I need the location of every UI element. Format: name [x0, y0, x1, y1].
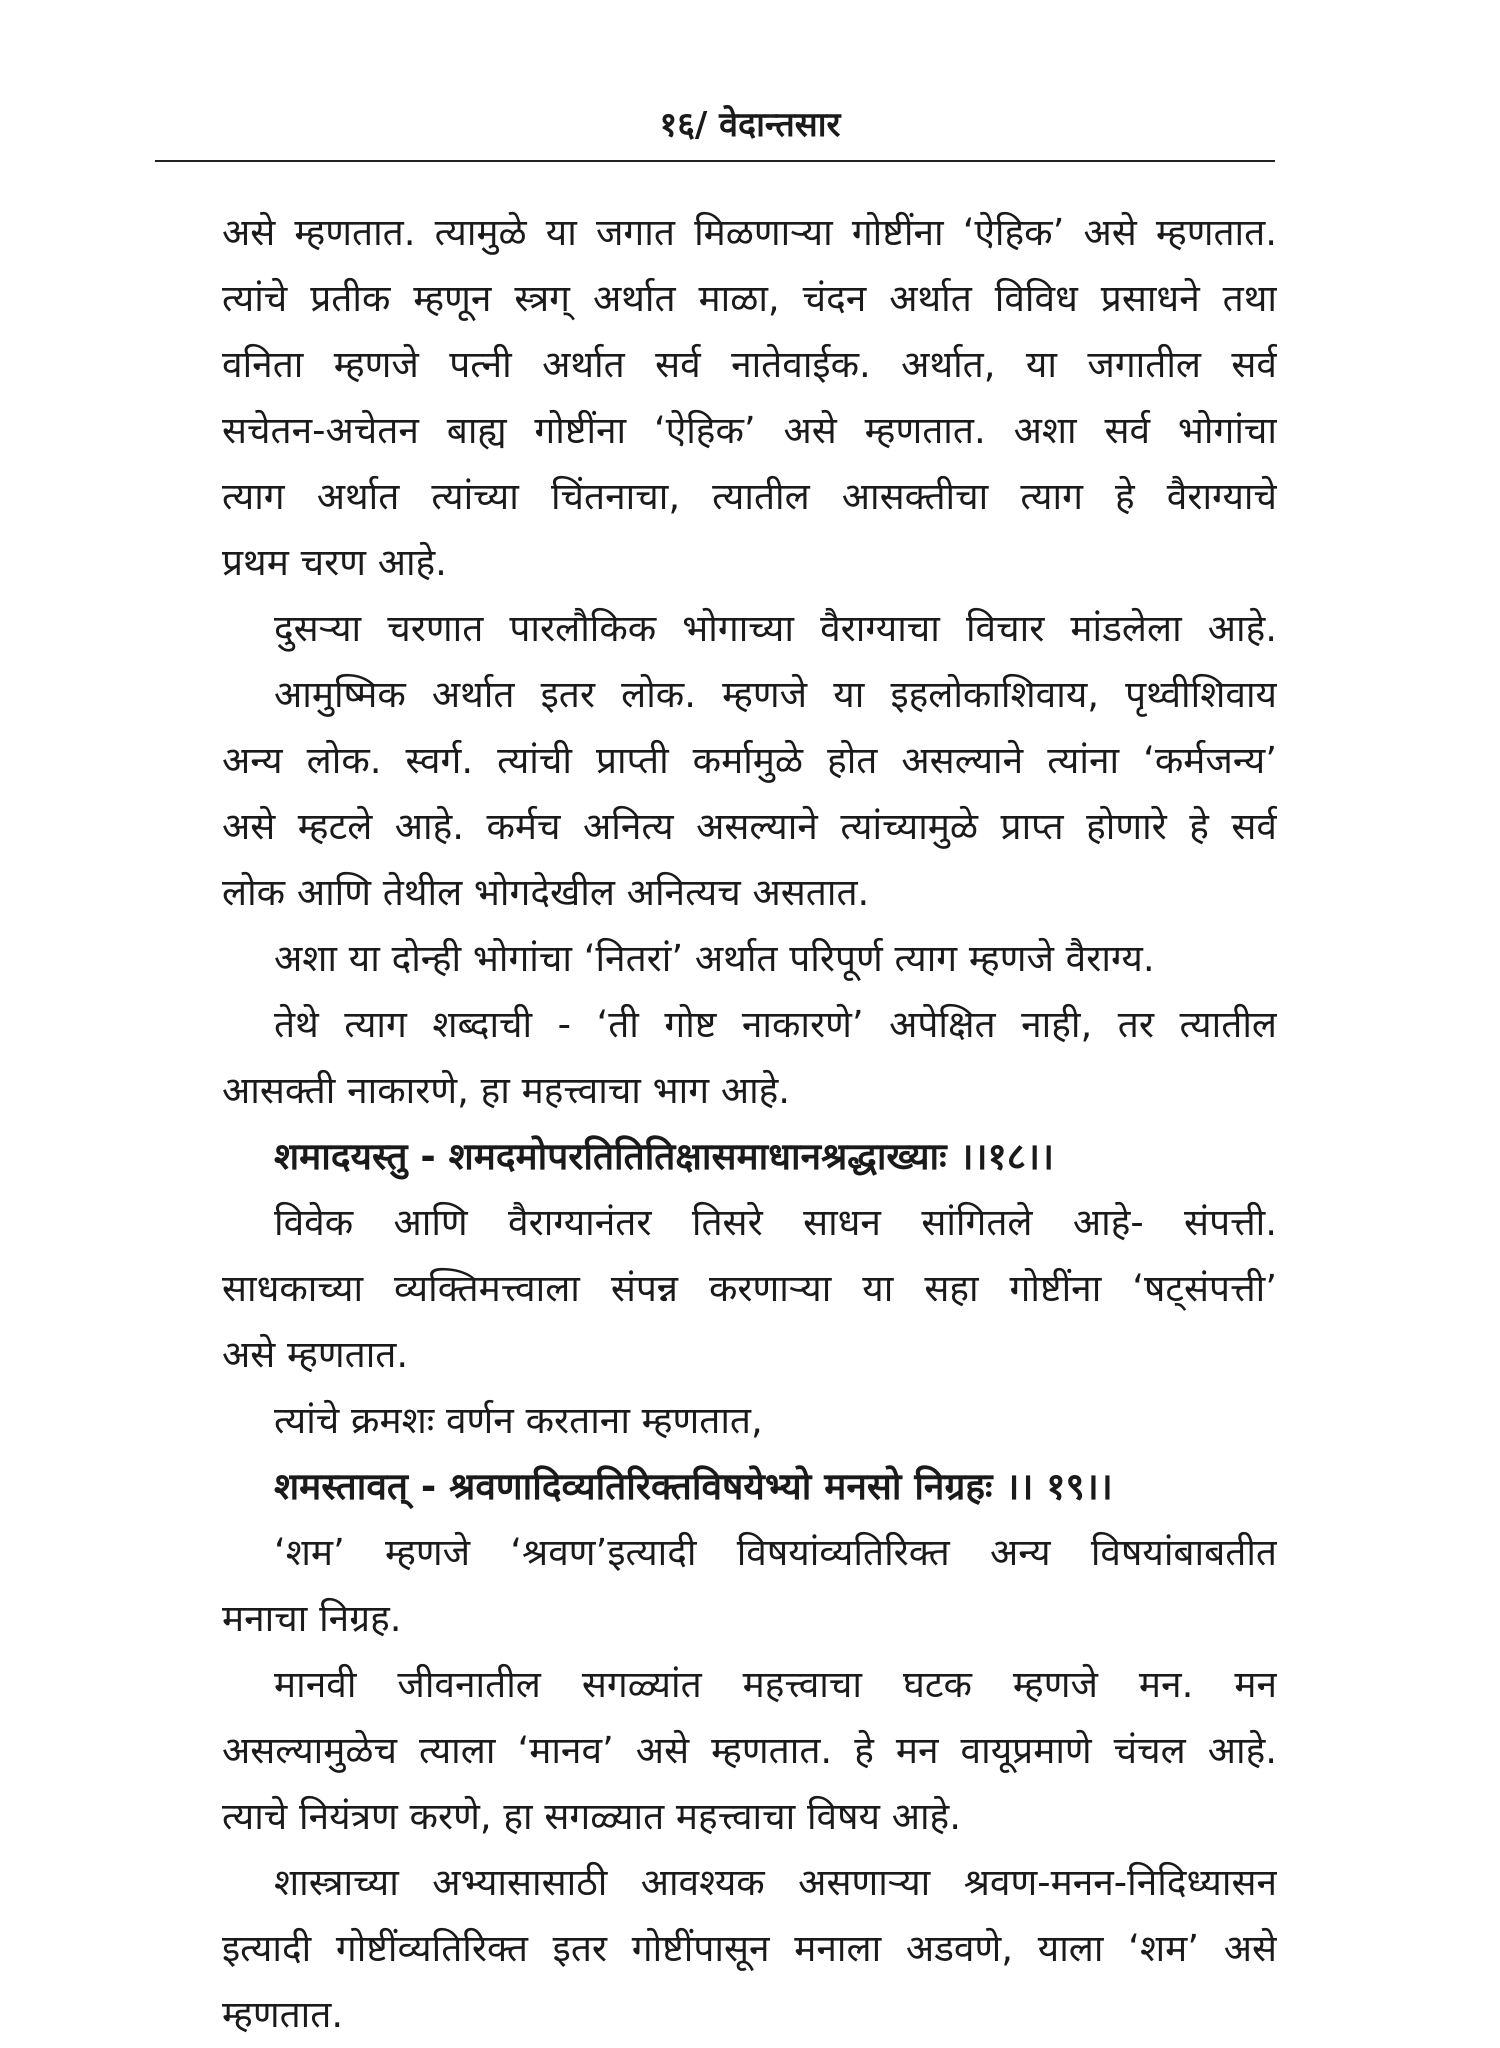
text-line: आमुष्मिक अर्थात इतर लोक. म्हणजे या इहलोकाशिवाय, पृथ्वीशिवाय — [274, 673, 1277, 716]
text-line: अशा या दोन्ही भोगांचा ‘नितरां’ अर्थात परिपूर्ण त्याग म्हणजे वैराग्य. — [274, 937, 1155, 980]
text-line: त्याचे नियंत्रण करणे, हा सगळ्यात महत्त्वाचा विषय आहे. — [222, 1795, 961, 1838]
text-line: शास्त्राच्या अभ्यासासाठी आवश्यक असणाऱ्या श्रवण-मनन-निदिध्यासन — [274, 1861, 1277, 1904]
text-line: त्यांचे प्रतीक म्हणून स्त्रग् अर्थात माळा, चंदन अर्थात विविध प्रसाधने तथा — [222, 277, 1277, 320]
book-title: वेदान्तसार — [719, 105, 841, 145]
text-line: त्याग अर्थात त्यांच्या चिंतनाचा, त्यातील आसक्तीचा त्याग हे वैराग्याचे — [222, 475, 1277, 518]
text-line: मनाचा निग्रह. — [222, 1597, 402, 1640]
text-line: ‘शम’ म्हणजे ‘श्रवण’इत्यादी विषयांव्यतिरिक्त अन्य विषयांबाबतीत — [274, 1531, 1277, 1574]
text-line: वनिता म्हणजे पत्नी अर्थात सर्व नातेवाईक. अर्थात, या जगातील सर्व — [222, 343, 1277, 386]
text-line: म्हणतात. — [222, 1993, 344, 2036]
header-divider — [155, 160, 1275, 162]
text-line: सचेतन-अचेतन बाह्य गोष्टींना ‘ऐहिक’ असे म्हणतात. अशा सर्व भोगांचा — [222, 409, 1277, 452]
body-text — [222, 200, 1277, 2048]
text-line: असे म्हणतात. त्यामुळे या जगात मिळणाऱ्या गोष्टींना ‘ऐहिक’ असे म्हणतात. — [222, 211, 1277, 254]
text-line: असल्यामुळेच त्याला ‘मानव’ असे म्हणतात. हे मन वायूप्रमाणे चंचल आहे. — [222, 1729, 1277, 1772]
page-number: १६ — [659, 105, 695, 145]
running-header: १६/ वेदान्तसार — [659, 105, 841, 145]
text-line: अन्य लोक. स्वर्ग. त्यांची प्राप्ती कर्मामुळे होत असल्याने त्यांना ‘कर्मजन्य’ — [222, 739, 1277, 782]
text-line: त्यांचे क्रमशः वर्णन करताना म्हणतात, — [274, 1399, 763, 1442]
text-line: प्रथम चरण आहे. — [222, 541, 447, 584]
text-line: इत्यादी गोष्टींव्यतिरिक्त इतर गोष्टींपासून मनाला अडवणे, याला ‘शम’ असे — [222, 1927, 1277, 1970]
text-line: आसक्ती नाकारणे, हा महत्त्वाचा भाग आहे. — [222, 1069, 791, 1112]
text-line: मानवी जीवनातील सगळ्यांत महत्त्वाचा घटक म्हणजे मन. मन — [274, 1663, 1277, 1706]
text-line: असे म्हणतात. — [222, 1333, 409, 1376]
text-line: असे म्हटले आहे. कर्मच अनित्य असल्याने त्यांच्यामुळे प्राप्त होणारे हे सर्व — [222, 805, 1277, 848]
text-line: दुसऱ्या चरणात पारलौकिक भोगाच्या वैराग्याचा विचार मांडलेला आहे. — [274, 607, 1277, 650]
text-line: शमादयस्तु - शमदमोपरतितितिक्षासमाधानश्रद्धाख्याः ।।१८।। — [274, 1135, 1055, 1178]
text-line: साधकाच्या व्यक्तिमत्त्वाला संपन्न करणाऱ्या या सहा गोष्टींना ‘षट्संपत्ती’ — [222, 1267, 1277, 1310]
text-line: लोक आणि तेथील भोगदेखील अनित्यच असतात. — [222, 871, 870, 914]
text-line: विवेक आणि वैराग्यानंतर तिसरे साधन सांगितले आहे- संपत्ती. — [274, 1201, 1277, 1244]
text-line: तेथे त्याग शब्दाची - ‘ती गोष्ट नाकारणे’ अपेक्षित नाही, तर त्यातील — [274, 1003, 1277, 1046]
text-line: शमस्तावत् - श्रवणादिव्यतिरिक्तविषयेभ्यो मनसो निग्रहः ।। १९।। — [274, 1465, 1113, 1508]
